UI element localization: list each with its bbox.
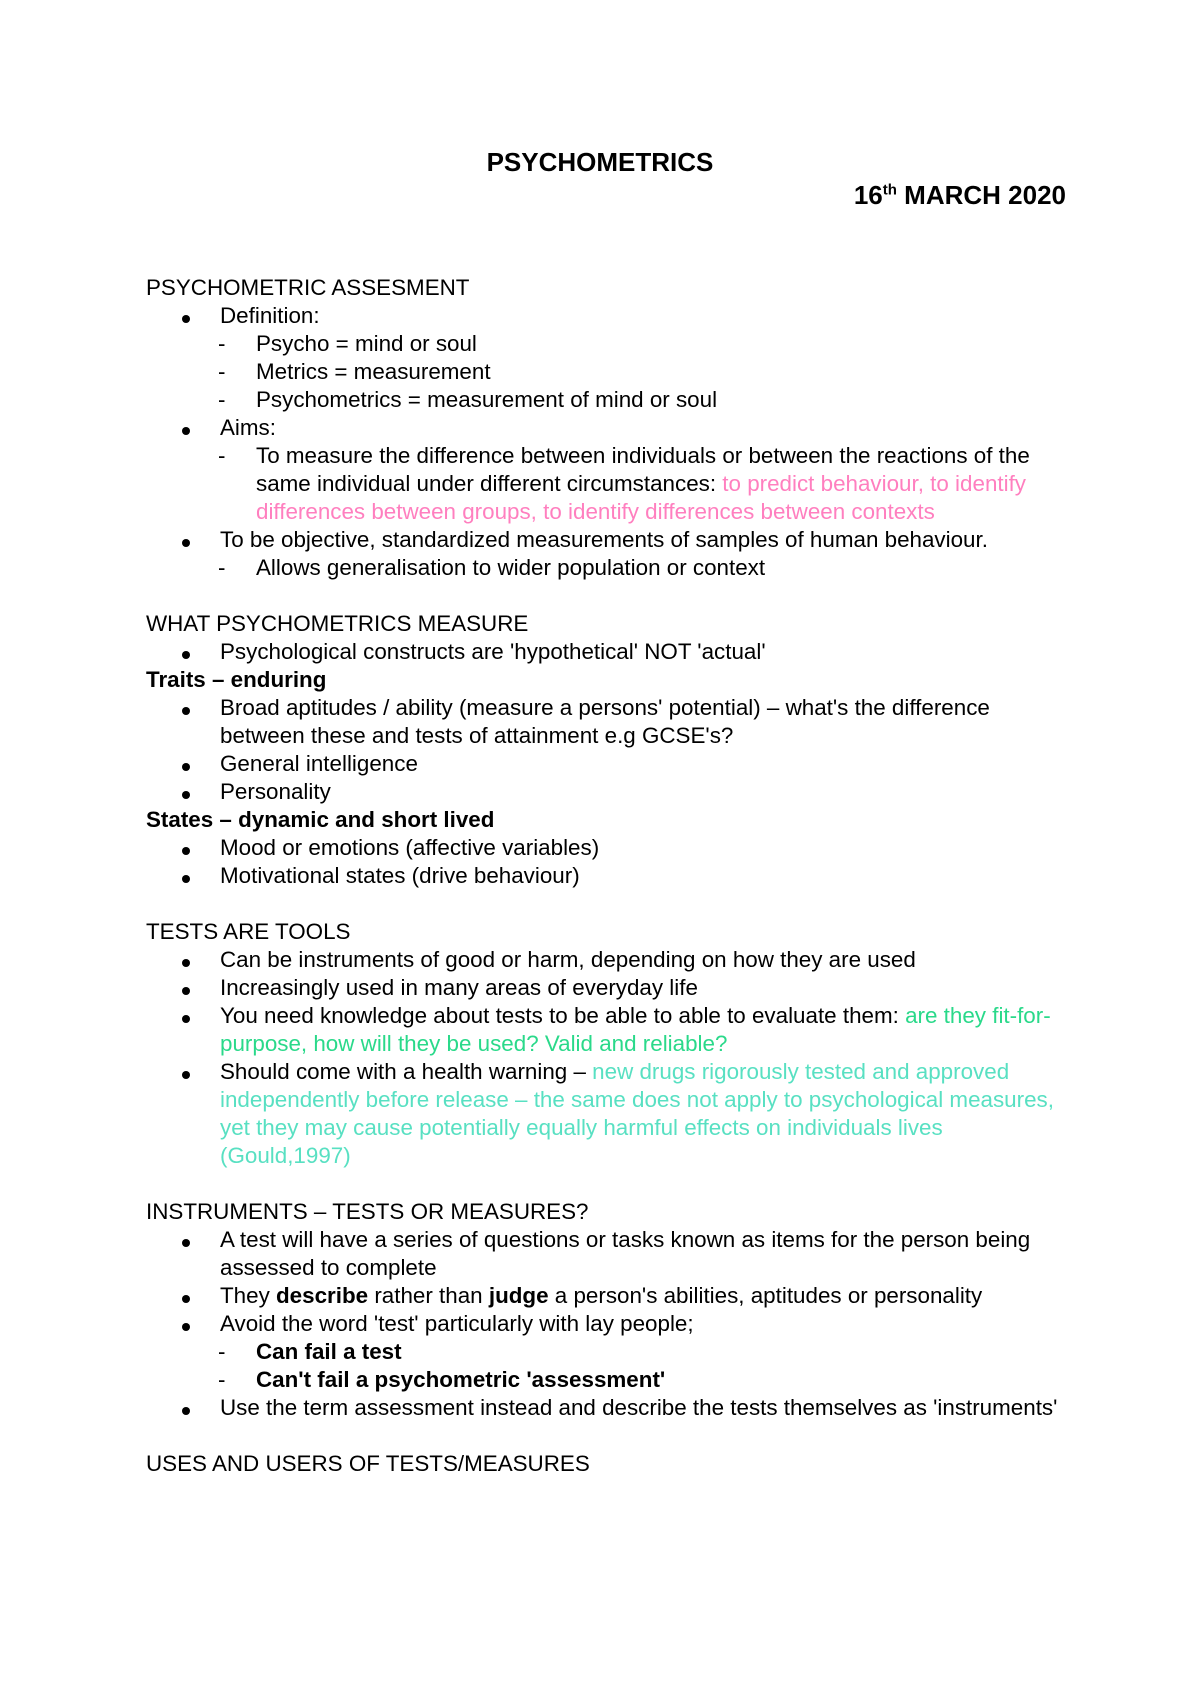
- sub-item: [146, 1338, 1066, 1366]
- bullet-text: Can be instruments of good or harm, depending on how they are used: [220, 947, 916, 972]
- bullet-item: [146, 778, 1066, 806]
- dash-icon: -: [218, 1367, 226, 1392]
- subheading: States – dynamic and short lived: [146, 807, 495, 832]
- bullet-text: rather than: [368, 1283, 489, 1308]
- bullet-text: Definition:: [220, 303, 320, 328]
- dash-icon: -: [218, 1339, 226, 1364]
- bullet-text: Increasingly used in many areas of everyday life: [220, 975, 698, 1000]
- subheading: Traits – enduring: [146, 667, 327, 692]
- bullet-item: [146, 1310, 1066, 1338]
- sub-text: Allows generalisation to wider population or context: [256, 555, 766, 580]
- sub-item: [146, 442, 1066, 526]
- bullet-text: They: [220, 1283, 276, 1308]
- section-heading: USES AND USERS OF TESTS/MEASURES: [146, 1451, 590, 1476]
- bullet-text: a person's abilities, aptitudes or personality: [548, 1283, 983, 1308]
- bullet-icon: [182, 834, 212, 862]
- sub-text: Can fail a test: [256, 1339, 402, 1364]
- section-heading: PSYCHOMETRIC ASSESMENT: [146, 275, 470, 300]
- bullet-icon: [182, 1394, 212, 1422]
- bullet-icon: [182, 862, 212, 890]
- bullet-text: Motivational states (drive behaviour): [220, 863, 580, 888]
- bullet-item: [146, 526, 1066, 554]
- dash-icon: -: [218, 331, 226, 356]
- bullet-text: A test will have a series of questions or tasks known as items for the person being assessed to complete: [220, 1227, 1031, 1280]
- bullet-item: [146, 638, 1066, 666]
- bullet-icon: [182, 974, 212, 1002]
- sub-item: [146, 330, 1066, 358]
- section-heading: WHAT PSYCHOMETRICS MEASURE: [146, 611, 529, 636]
- emphasis-text: describe: [276, 1283, 369, 1308]
- bullet-icon: [182, 302, 212, 330]
- document-body: [146, 274, 1066, 1478]
- bullet-icon: [182, 1002, 212, 1030]
- dash-icon: -: [218, 555, 226, 580]
- bullet-text: You need knowledge about tests to be able to able to evaluate them:: [220, 1003, 906, 1028]
- bullet-icon: [182, 414, 212, 442]
- bullet-text: Should come with a health warning –: [220, 1059, 593, 1084]
- bullet-item: [146, 414, 1066, 442]
- sub-text: To measure the difference between individuals or between the reactions of the same individual under different circumstances:: [256, 443, 1030, 496]
- bullet-item: [146, 750, 1066, 778]
- bullet-item: [146, 1394, 1066, 1422]
- sub-item: [146, 1366, 1066, 1394]
- bullet-item: [146, 302, 1066, 330]
- sub-text: Can't fail a psychometric 'assessment': [256, 1367, 666, 1392]
- sub-text: Psychometrics = measurement of mind or soul: [256, 387, 718, 412]
- date-suffix: th: [882, 181, 897, 199]
- bullet-text: To be objective, standardized measurements of samples of human behaviour.: [220, 527, 988, 552]
- section-heading: TESTS ARE TOOLS: [146, 919, 351, 944]
- bullet-icon: [182, 526, 212, 554]
- bullet-item: [146, 1226, 1066, 1282]
- bullet-icon: [182, 1226, 212, 1254]
- bullet-text: Use the term assessment instead and describe the tests themselves as 'instruments': [220, 1395, 1058, 1420]
- bullet-text: Avoid the word 'test' particularly with lay people;: [220, 1311, 694, 1336]
- bullet-item: [146, 974, 1066, 1002]
- highlight-text: are they fit-for-purpose, how will they be used? Valid and reliable?: [220, 1003, 1051, 1056]
- bullet-text: General intelligence: [220, 751, 418, 776]
- section-heading: INSTRUMENTS – TESTS OR MEASURES?: [146, 1199, 589, 1224]
- highlight-text: new drugs rigorously tested and approved independently before release – the same does not apply to psychological measures, yet they may cause potentially equally harmful effects on individuals lives (Gould,1997): [220, 1059, 1054, 1168]
- dash-icon: -: [218, 387, 226, 412]
- bullet-item: [146, 1002, 1066, 1058]
- sub-item: [146, 386, 1066, 414]
- bullet-icon: [182, 946, 212, 974]
- bullet-text: Aims:: [220, 415, 276, 440]
- document-title: PSYCHOMETRICS: [486, 147, 714, 177]
- bullet-item: [146, 694, 1066, 750]
- dash-icon: -: [218, 359, 226, 384]
- bullet-text: Psychological constructs are 'hypothetical' NOT 'actual': [220, 639, 766, 664]
- bullet-text: Personality: [220, 779, 331, 804]
- bullet-icon: [182, 638, 212, 666]
- sub-item: [146, 358, 1066, 386]
- bullet-icon: [182, 1310, 212, 1338]
- bullet-icon: [182, 1058, 212, 1086]
- bullet-item: [146, 862, 1066, 890]
- bullet-icon: [182, 778, 212, 806]
- highlight-text: to predict behaviour, to identify differences between groups, to identify differences between contexts: [256, 471, 1027, 524]
- bullet-text: Broad aptitudes / ability (measure a persons' potential) – what's the difference between these and tests of attainment e.g GCSE's?: [220, 695, 990, 748]
- sub-text: Psycho = mind or soul: [256, 331, 477, 356]
- bullet-icon: [182, 694, 212, 722]
- bullet-item: [146, 1058, 1066, 1170]
- bullet-item: [146, 946, 1066, 974]
- emphasis-text: judge: [488, 1283, 549, 1308]
- bullet-item: [146, 834, 1066, 862]
- document-date: [854, 180, 1066, 211]
- bullet-icon: [182, 750, 212, 778]
- sub-text: Metrics = measurement: [256, 359, 491, 384]
- dash-icon: -: [218, 443, 226, 468]
- date-day: 16: [853, 180, 883, 210]
- sub-item: [146, 554, 1066, 582]
- bullet-icon: [182, 1282, 212, 1310]
- bullet-item: [146, 1282, 1066, 1310]
- date-rest: MARCH 2020: [896, 180, 1066, 210]
- bullet-text: Mood or emotions (affective variables): [220, 835, 600, 860]
